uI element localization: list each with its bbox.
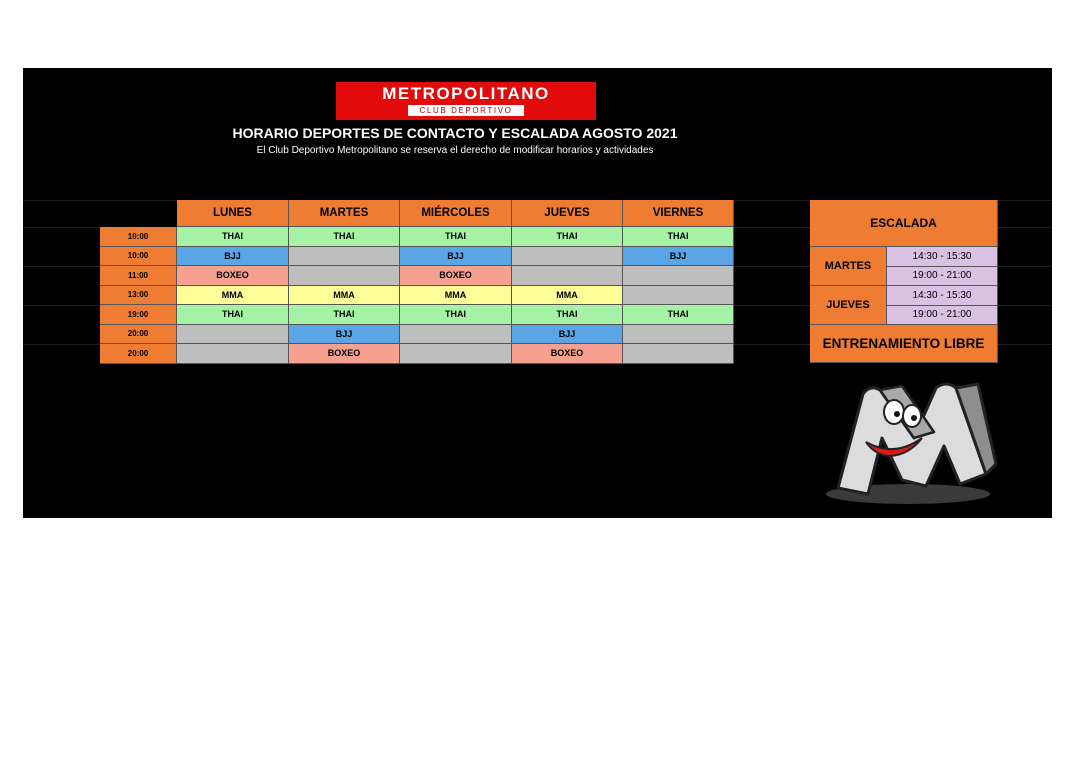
class-cell: [177, 325, 289, 345]
class-cell: MMA: [289, 286, 400, 306]
class-cell: [623, 325, 734, 345]
club-logo: [336, 82, 596, 120]
class-cell: [623, 266, 734, 286]
time-cell: 19:00: [100, 305, 177, 325]
class-cell: [400, 344, 512, 364]
class-cell: [177, 344, 289, 364]
day-header: MIÉRCOLES: [400, 200, 512, 227]
class-cell: BJJ: [512, 325, 623, 345]
page-subtitle: El Club Deportivo Metropolitano se reserva el derecho de modificar horarios y actividades: [256, 145, 654, 156]
escalada-day: MARTES: [810, 247, 887, 286]
class-cell: THAI: [400, 227, 512, 247]
class-cell: THAI: [177, 227, 289, 247]
class-cell: THAI: [400, 305, 512, 325]
page-title: HORARIO DEPORTES DE CONTACTO Y ESCALADA AGOSTO 2021: [232, 125, 678, 141]
class-cell: [623, 286, 734, 306]
escalada-slot: 19:00 - 21:00: [887, 306, 998, 326]
time-cell: 10:00: [100, 227, 177, 247]
class-cell: BOXEO: [400, 266, 512, 286]
class-cell: MMA: [400, 286, 512, 306]
class-cell: [623, 344, 734, 364]
class-cell: MMA: [177, 286, 289, 306]
class-cell: THAI: [177, 305, 289, 325]
day-header: JUEVES: [512, 200, 623, 227]
time-cell: 20:00: [100, 325, 177, 345]
class-cell: THAI: [512, 305, 623, 325]
class-cell: BOXEO: [289, 344, 400, 364]
escalada-day: JUEVES: [810, 286, 887, 325]
class-cell: BOXEO: [512, 344, 623, 364]
time-cell: 10:00: [100, 247, 177, 267]
class-cell: BJJ: [289, 325, 400, 345]
escalada-title: ESCALADA: [810, 200, 998, 247]
class-cell: BJJ: [400, 247, 512, 267]
class-cell: MMA: [512, 286, 623, 306]
class-cell: THAI: [623, 227, 734, 247]
class-cell: BJJ: [623, 247, 734, 267]
day-header: MARTES: [289, 200, 400, 227]
class-cell: [400, 325, 512, 345]
class-cell: THAI: [289, 227, 400, 247]
day-header: VIERNES: [623, 200, 734, 227]
time-cell: 20:00: [100, 344, 177, 364]
class-cell: THAI: [512, 227, 623, 247]
class-cell: BJJ: [177, 247, 289, 267]
class-cell: [512, 247, 623, 267]
logo-subtitle: CLUB DEPORTIVO: [408, 105, 524, 116]
time-cell: 11:00: [100, 266, 177, 286]
class-cell: [289, 266, 400, 286]
escalada-slot: 19:00 - 21:00: [887, 267, 998, 287]
schedule-sheet: [23, 68, 1052, 518]
logo-name: METROPOLITANO: [382, 84, 550, 103]
class-cell: THAI: [623, 305, 734, 325]
class-cell: [512, 266, 623, 286]
free-training-label: ENTRENAMIENTO LIBRE: [810, 325, 998, 363]
class-cell: THAI: [289, 305, 400, 325]
day-header: LUNES: [177, 200, 289, 227]
escalada-slot: 14:30 - 15:30: [887, 286, 998, 306]
class-cell: BOXEO: [177, 266, 289, 286]
time-cell: 13:00: [100, 286, 177, 306]
escalada-slot: 14:30 - 15:30: [887, 247, 998, 267]
mascot-icon: [818, 376, 998, 504]
class-cell: [289, 247, 400, 267]
